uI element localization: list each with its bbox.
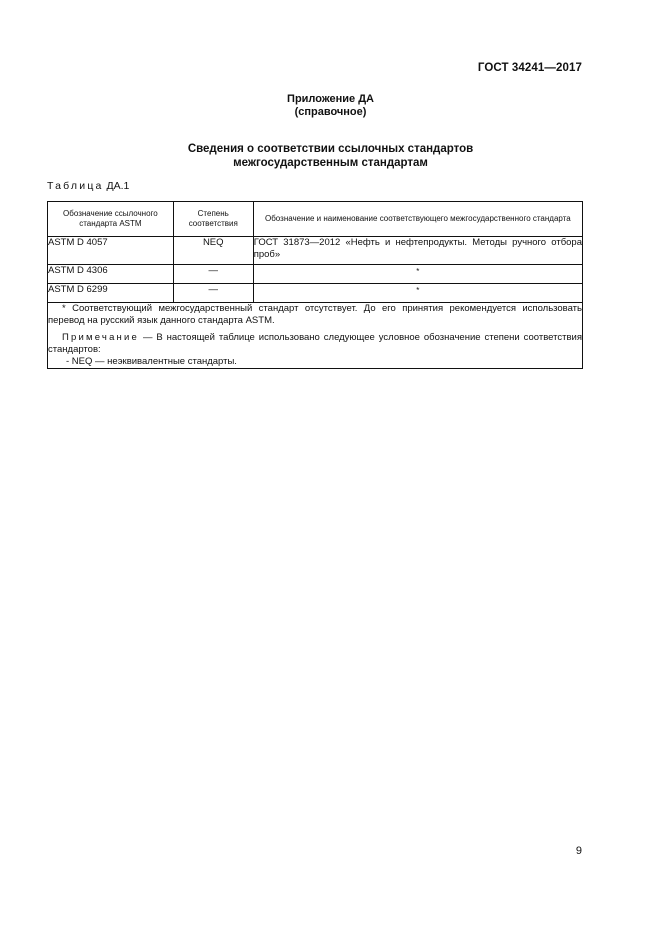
header-interstate-standard: Обозначение и наименование соответствующего межгосударственного стандарта [253,202,582,237]
reference-standards-table [47,201,583,369]
annex-label: Приложение ДА [287,93,374,105]
cell-interstate: * [253,284,582,303]
cell-astm: ASTM D 4306 [48,265,174,284]
cell-interstate: ГОСТ 31873—2012 «Нефть и нефтепродукты. Методы ручного отбора проб» [253,237,582,265]
cell-degree: — [173,265,253,284]
note-text: — В настоящей таблице использовано следующее условное обозначение степени соответствия стандартов: [48,332,582,355]
note-label: Примечание [62,332,139,343]
table-caption-word: Таблица [47,180,104,192]
annex-status: (справочное) [294,106,367,118]
table-notes [48,303,583,369]
table-caption [47,180,129,192]
table-row [48,237,583,265]
table-row [48,265,583,284]
header-astm-standard: Обозначение ссылочного стандарта ASTM [48,202,174,237]
annex-title-line1: Сведения о соответствии ссылочных стандартов [187,143,474,155]
cell-astm: ASTM D 4057 [48,237,174,265]
table-header-row [48,202,583,237]
header-degree: Степень соответствия [173,202,253,237]
table-note [48,332,582,356]
cell-interstate: * [253,265,582,284]
table-footnote: * Соответствующий межгосударственный стандарт отсутствует. До его принятия рекомендуется использовать перевод на русский язык данного стандарта ASTM. [48,303,582,326]
table-caption-number: ДА.1 [106,180,130,192]
cell-degree: NEQ [173,237,253,265]
document-code: ГОСТ 34241—2017 [477,62,582,74]
table-notes-row [48,303,583,369]
note-list-item: - NEQ — неэквивалентные стандарты. [66,356,237,367]
table-row [48,284,583,303]
annex-title-line2: межгосударственным стандартам [233,157,428,169]
cell-degree: — [173,284,253,303]
annex-heading [0,93,661,119]
cell-astm: ASTM D 6299 [48,284,174,303]
page-number: 9 [575,845,582,857]
annex-title [0,142,661,170]
